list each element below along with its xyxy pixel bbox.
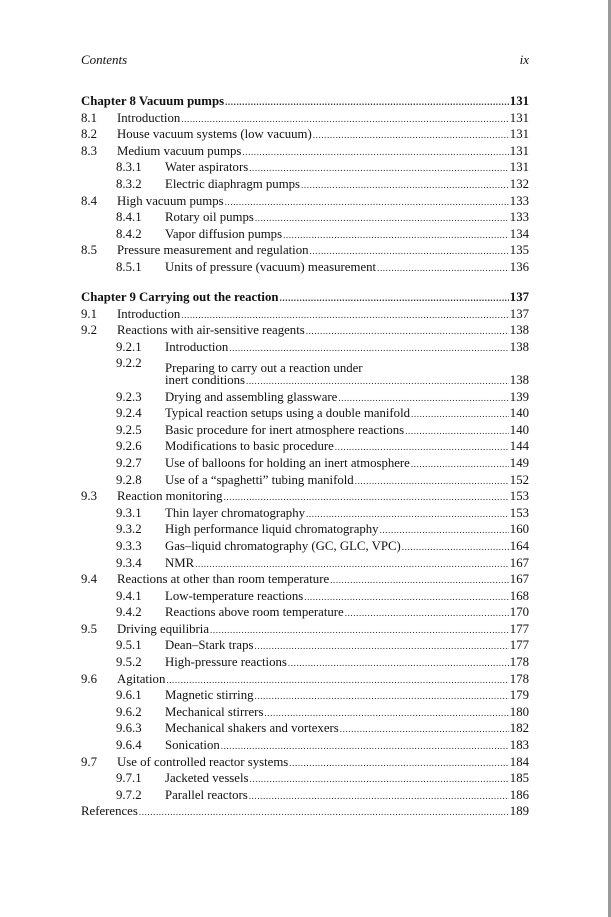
dot-leader: [377, 260, 509, 277]
entry-page: 170: [509, 605, 529, 620]
dot-leader: [340, 721, 509, 738]
entry-number: 8.3: [81, 143, 97, 158]
entry-number: 9.2.4: [116, 406, 142, 421]
entry-page: 180: [509, 704, 529, 719]
entry-number: 9.6.1: [116, 688, 142, 703]
dot-leader: [402, 539, 509, 556]
entry-number: 9.2.6: [116, 439, 142, 454]
entry-title: Parallel reactors: [165, 787, 248, 802]
entry-number: 9.3.1: [116, 505, 142, 520]
toc-entry[interactable]: [81, 176, 529, 193]
toc-entry[interactable]: [81, 159, 529, 176]
dot-leader: [289, 755, 509, 772]
entry-title: Units of pressure (vacuum) measurement: [165, 259, 377, 274]
entry-number: 9.6.3: [116, 721, 142, 736]
toc-entry[interactable]: [81, 521, 529, 538]
entry-page: 139: [509, 389, 529, 404]
entry-title: Agitation: [117, 671, 166, 686]
dot-leader: [283, 227, 509, 244]
toc-entry[interactable]: [81, 671, 529, 688]
entry-number: 9.7.1: [116, 771, 142, 786]
entry-title: Introduction: [117, 110, 181, 125]
entry-number: 8.3.2: [116, 176, 142, 191]
toc-entry[interactable]: [81, 588, 529, 605]
entry-page: 131: [509, 127, 529, 142]
entry-page: 131: [509, 143, 529, 158]
entry-page: 149: [509, 455, 529, 470]
entry-title: Thin layer chromatography: [165, 505, 306, 520]
toc-entry[interactable]: [81, 687, 529, 704]
references-toc: [81, 803, 529, 820]
chapter-8-toc: [81, 93, 529, 276]
entry-title: NMR: [165, 555, 195, 570]
dot-leader: [181, 307, 509, 324]
entry-page: 138: [509, 372, 529, 387]
entry-number: 9.3.3: [116, 538, 142, 553]
page-number: ix: [519, 52, 529, 67]
toc-entry[interactable]: [81, 322, 529, 339]
entry-page: 152: [509, 472, 529, 487]
entry-number: 9.2.2: [116, 356, 142, 371]
dot-leader: [364, 355, 528, 372]
toc-entry[interactable]: [81, 637, 529, 654]
toc-entry[interactable]: [81, 306, 529, 323]
entry-title: Dean–Stark traps: [165, 638, 254, 653]
entry-title: Introduction: [165, 339, 229, 354]
entry-title: Use of balloons for holding an inert atmosphere: [165, 455, 410, 470]
toc-entry[interactable]: [81, 737, 529, 754]
entry-page: 136: [509, 259, 529, 274]
entry-title: Gas–liquid chromatography (GC, GLC, VPC): [165, 538, 401, 553]
dot-leader: [195, 556, 509, 573]
entry-page: 144: [509, 439, 529, 454]
toc-entry[interactable]: [81, 654, 529, 671]
entry-title: House vacuum systems (low vacuum): [117, 127, 312, 142]
entry-page: 138: [509, 323, 529, 338]
entry-page: 153: [509, 489, 529, 504]
toc-entry[interactable]: [81, 438, 529, 455]
entry-number: 9.7: [81, 754, 97, 769]
entry-number: 9.2.3: [116, 389, 142, 404]
toc-entry[interactable]: [81, 770, 529, 787]
entry-title: Jacketed vessels: [165, 771, 249, 786]
dot-leader: [221, 738, 509, 755]
entry-title: Drying and assembling glassware: [165, 389, 338, 404]
entry-page: 132: [509, 176, 529, 191]
toc-entry[interactable]: [81, 143, 529, 160]
entry-number: 9.3.2: [116, 522, 142, 537]
entry-number: 9.3.4: [116, 555, 142, 570]
entry-page: 133: [509, 210, 529, 225]
toc-entry[interactable]: [81, 126, 529, 143]
toc-entry[interactable]: [81, 110, 529, 127]
toc-entry[interactable]: [81, 405, 529, 422]
entry-page: 131: [509, 160, 529, 175]
dot-leader: [411, 406, 509, 423]
running-header: [81, 52, 529, 70]
entry-number: 9.2.1: [116, 339, 142, 354]
entry-page: 177: [509, 638, 529, 653]
dot-leader: [225, 94, 509, 111]
dot-leader: [246, 373, 509, 390]
entry-title: High performance liquid chromatography: [165, 522, 379, 537]
entry-number: 9.2: [81, 323, 97, 338]
entry-page: 184: [509, 754, 529, 769]
toc-entry[interactable]: [81, 193, 529, 210]
dot-leader: [345, 605, 509, 622]
entry-number: 9.6.4: [116, 738, 142, 753]
dot-leader: [229, 340, 509, 357]
toc-entry[interactable]: [81, 389, 529, 406]
entry-number: 8.4.1: [116, 210, 142, 225]
entry-number: 9.2.5: [116, 422, 142, 437]
entry-page: 168: [509, 588, 529, 603]
entry-page: 160: [509, 522, 529, 537]
entry-title: Magnetic stirring: [165, 688, 254, 703]
entry-number: 9.2.7: [116, 455, 142, 470]
entry-page: 140: [509, 422, 529, 437]
entry-page: 138: [509, 339, 529, 354]
entry-page: 178: [509, 655, 529, 670]
entry-title: Preparing to carry out a reaction under: [165, 360, 363, 375]
toc-entry[interactable]: [81, 754, 529, 771]
toc-entry[interactable]: [81, 209, 529, 226]
entry-page: 186: [509, 787, 529, 802]
dot-leader: [250, 771, 509, 788]
toc-entry[interactable]: [81, 339, 529, 356]
dot-leader: [335, 439, 509, 456]
entry-title: Sonication: [165, 738, 220, 753]
toc-entry[interactable]: [81, 555, 529, 572]
entry-page: 167: [509, 555, 529, 570]
entry-number: 9.4.2: [116, 605, 142, 620]
dot-leader: [166, 672, 508, 689]
entry-title: Introduction: [117, 306, 181, 321]
entry-title: Reactions at other than room temperature: [117, 572, 330, 587]
dot-leader: [264, 705, 508, 722]
entry-page: 131: [509, 110, 529, 125]
toc-entry[interactable]: [81, 571, 529, 588]
dot-leader: [249, 788, 509, 805]
entry-number: 8.4.2: [116, 226, 142, 241]
entry-title: High-pressure reactions: [165, 655, 287, 670]
entry-page: 189: [509, 804, 529, 818]
entry-title: Reactions above room temperature: [165, 605, 344, 620]
entry-number: 8.1: [81, 110, 97, 125]
entry-number: 8.3.1: [116, 160, 142, 175]
entry-title: Electric diaphragm pumps: [165, 176, 301, 191]
dot-leader: [306, 506, 509, 523]
toc-entry[interactable]: [81, 787, 529, 804]
entry-number: 9.1: [81, 306, 97, 321]
entry-page: 179: [509, 688, 529, 703]
entry-title: Mechanical shakers and vortexers: [165, 721, 339, 736]
entry-number: 8.5.1: [116, 259, 142, 274]
toc-entry[interactable]: [81, 538, 529, 555]
entry-number: 9.3: [81, 489, 97, 504]
entry-title: Vapor diffusion pumps: [165, 226, 283, 241]
entry-title: Reaction monitoring: [117, 489, 223, 504]
entry-number: 9.5.1: [116, 638, 142, 653]
entry-number: 9.4: [81, 572, 97, 587]
entry-title: High vacuum pumps: [117, 193, 224, 208]
dot-leader: [224, 489, 509, 506]
toc-entry[interactable]: [81, 422, 529, 439]
dot-leader: [255, 210, 509, 227]
toc-entry[interactable]: [81, 259, 529, 276]
entry-title: Use of controlled reactor systems: [117, 754, 289, 769]
entry-title: Low-temperature reactions: [165, 588, 304, 603]
toc-entry[interactable]: [81, 488, 529, 505]
toc-entry[interactable]: [81, 355, 529, 375]
entry-title: Water aspirators: [165, 160, 249, 175]
entry-page: 178: [509, 671, 529, 686]
dot-leader: [304, 589, 509, 606]
toc-entry-references[interactable]: [81, 803, 529, 820]
entry-number: 9.4.1: [116, 588, 142, 603]
entry-page: 185: [509, 771, 529, 786]
entry-page: 140: [509, 406, 529, 421]
toc-entry[interactable]: [81, 472, 529, 489]
dot-leader: [249, 160, 509, 177]
dot-leader: [310, 243, 509, 260]
dot-leader: [139, 804, 509, 821]
entry-title: inert conditions: [165, 372, 245, 387]
entry-page: 182: [509, 721, 529, 736]
dot-leader: [313, 127, 509, 144]
entry-title: Reactions with air-sensitive reagents: [117, 323, 305, 338]
entry-number: 8.2: [81, 127, 97, 142]
dot-leader: [380, 522, 509, 539]
chapter-title: Chapter 8 Vacuum pumps: [81, 94, 225, 108]
chapter-page: 137: [509, 290, 529, 304]
entry-page: 153: [509, 505, 529, 520]
entry-page: 164: [509, 538, 529, 553]
entry-page: 133: [509, 193, 529, 208]
dot-leader: [338, 390, 508, 407]
toc-entry[interactable]: [81, 621, 529, 638]
dot-leader: [330, 572, 509, 589]
toc-entry[interactable]: [81, 604, 529, 621]
toc-entry[interactable]: [81, 372, 529, 389]
toc-entry[interactable]: [81, 720, 529, 737]
dot-leader: [301, 177, 509, 194]
entry-title: Rotary oil pumps: [165, 210, 254, 225]
entry-number: 9.6: [81, 671, 97, 686]
entry-number: 8.5: [81, 243, 97, 258]
dot-leader: [181, 111, 509, 128]
running-header-title: Contents: [81, 52, 128, 67]
entry-title: Use of a “spaghetti” tubing manifold: [165, 472, 354, 487]
entry-title: Medium vacuum pumps: [117, 143, 242, 158]
entry-page: 134: [509, 226, 529, 241]
entry-number: 8.4: [81, 193, 97, 208]
dot-leader: [242, 144, 508, 161]
toc-entry[interactable]: [81, 505, 529, 522]
chapter-page: 131: [509, 94, 529, 108]
entry-title: References: [81, 804, 138, 818]
toc-entry[interactable]: [81, 455, 529, 472]
dot-leader: [411, 456, 509, 473]
entry-number: 9.6.2: [116, 704, 142, 719]
entry-page: 135: [509, 243, 529, 258]
chapter-title: Chapter 9 Carrying out the reaction: [81, 290, 279, 304]
entry-page: 183: [509, 738, 529, 753]
chapter-9-toc: [81, 289, 529, 803]
entry-title: Modifications to basic procedure: [165, 439, 334, 454]
toc-entry[interactable]: [81, 242, 529, 259]
chapter-heading[interactable]: [81, 289, 529, 306]
entry-number: 9.5.2: [116, 655, 142, 670]
entry-number: 9.7.2: [116, 787, 142, 802]
entry-number: 9.5: [81, 621, 97, 636]
dot-leader: [255, 638, 509, 655]
toc-entry[interactable]: [81, 226, 529, 243]
entry-title: Mechanical stirrers: [165, 704, 264, 719]
entry-number: 9.2.8: [116, 472, 142, 487]
entry-page: 167: [509, 572, 529, 587]
dot-leader: [355, 473, 509, 490]
entry-title: Typical reaction setups using a double manifold: [165, 406, 411, 421]
entry-title: Basic procedure for inert atmosphere reactions: [165, 422, 405, 437]
toc-entry[interactable]: [81, 704, 529, 721]
entry-title: Pressure measurement and regulation: [117, 243, 309, 258]
dot-leader: [288, 655, 509, 672]
entry-page: 137: [509, 306, 529, 321]
dot-leader: [280, 290, 509, 307]
dot-leader: [306, 323, 509, 340]
dot-leader: [405, 423, 509, 440]
dot-leader: [255, 688, 509, 705]
chapter-heading[interactable]: [81, 93, 529, 110]
dot-leader: [225, 194, 509, 211]
entry-page: 177: [509, 621, 529, 636]
entry-title: Driving equilibria: [117, 621, 210, 636]
dot-leader: [210, 622, 509, 639]
